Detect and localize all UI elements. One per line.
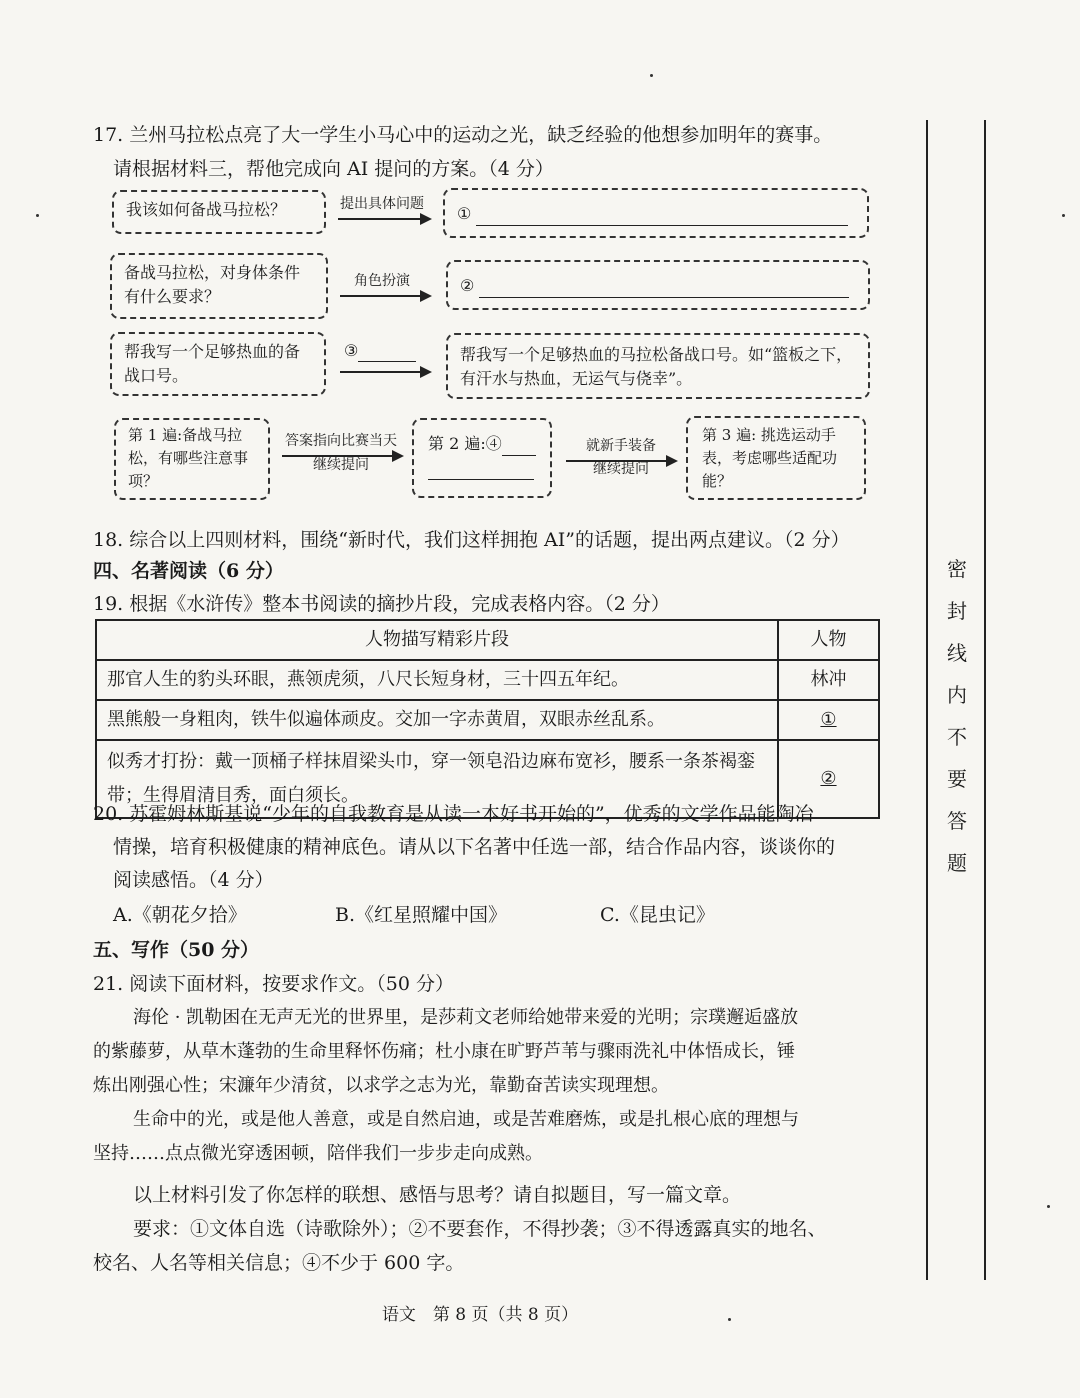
q20-option-a: A.《朝花夕拾》 [113,904,247,926]
q17-row1-answer-box[interactable] [443,188,869,238]
q17-row2-answer-blank[interactable] [479,279,849,298]
q19-header-excerpt: 人物描写精彩片段 [96,620,778,660]
section5-heading: 五、写作（50 分） [93,939,260,961]
q17-row2-left-box [110,253,328,319]
q21-p1-line3: 炼出刚强心性；宋濂年少清贫，以求学之志为光，靠勤奋苦读实现理想。 [93,1075,669,1096]
seal-line-outer [984,120,986,1280]
q17-row3-blank[interactable] [358,343,416,362]
q17-row4-box2-blank-a[interactable] [502,437,536,456]
q17-row3-left-text: 帮我写一个足够热血的备战口号。 [124,342,301,385]
q19-row1-person: 林冲 [778,660,879,700]
scan-speck [36,214,39,217]
q20-option-b: B.《红星照耀中国》 [335,904,508,926]
q17-row1-left-box [112,190,326,234]
q17-row2-answer-marker: ② [460,276,475,295]
q17-row3-left-box [110,332,326,396]
q20-line2: 情操，培育积极健康的精神底色。请从以下名著中任选一部，结合作品内容，谈谈你的 [113,836,836,858]
q17-row4-arrow2-bottom: 继续提问 [593,461,649,477]
q17-row4-arrow1-top: 答案指向比赛当天 [285,433,397,449]
q17-row2-arrow-label: 角色扮演 [354,273,410,289]
scan-speck [1047,1205,1050,1208]
q21-req-line1: 要求：①文体自选（诗歌除外）；②不要套作，不得抄袭；③不得透露真实的地名、 [133,1218,827,1240]
q17-row4-box1-text: 第 1 遍:备战马拉松，有哪些注意事项？ [128,426,249,490]
seal-line-inner [926,120,928,1280]
q20-option-c: C.《昆虫记》 [600,904,715,926]
q17-row3-marker: ③ [344,341,359,360]
scan-speck [650,74,653,77]
q17-row4-arrow2-top: 就新手装备 [586,438,656,454]
q19-table-header [96,620,879,660]
q21-p2-line1: 生命中的光，或是他人善意，或是自然启迪，或是苦难磨炼，或是扎根心底的理想与 [133,1109,799,1130]
q17-row3-arrow [340,371,430,373]
q21-title: 21. 阅读下面材料，按要求作文。（50 分） [93,973,454,995]
q21-p1-line2: 的紫藤萝，从草木蓬勃的生命里释怀伤痛；杜小康在旷野芦苇与骤雨洗礼中体悟成长，锤 [93,1041,795,1062]
q17-row4-box2-text: 第 2 遍:④ [428,434,502,453]
q17-line2: 请根据材料三，帮他完成向 AI 提问的方案。（4 分） [113,158,554,180]
table-row [96,700,879,740]
q19-title: 19. 根据《水浒传》整本书阅读的摘抄片段，完成表格内容。（2 分） [93,593,670,615]
q17-row4-box2[interactable] [412,418,552,498]
q17-row2-left-text: 备战马拉松，对身体条件有什么要求？ [124,263,301,306]
q17-row1-answer-blank[interactable] [476,207,848,226]
q17-row2-arrow [340,295,430,297]
q17-row4-box3-text: 第 3 遍: 挑选运动手表，考虑哪些适配功能？ [702,426,838,490]
q17-row4-box1 [114,418,270,500]
scan-speck [728,1318,731,1321]
q17-row3-right-text: 帮我写一个足够热血的马拉松备战口号。如“篮板之下，有汗水与热血，无运气与侥幸”。 [460,345,853,388]
q20-line3: 阅读感悟。（4 分） [113,869,274,891]
q21-p2-line2: 坚持……点点微光穿透困顿，陪伴我们一步步走向成熟。 [93,1143,543,1164]
q19-table [95,619,880,819]
q19-row2-person-blank[interactable]: ① [778,700,879,740]
table-row [96,660,879,700]
q19-row3-text: 似秀才打扮：戴一顶桶子样抹眉梁头巾，穿一领皂沿边麻布宽衫，腰系一条茶褐銮带；生得眉清目秀，面白须长。 [96,740,778,818]
q18-text: 18. 综合以上四则材料，围绕“新时代，我们这样拥抱 AI”的话题，提出两点建议。（2 分） [93,529,850,551]
scan-speck [1062,214,1065,217]
q19-row3-person-blank[interactable]: ② [778,740,879,818]
q17-row1-answer-marker: ① [457,204,472,223]
q17-row4-box2-blank-b[interactable] [428,461,534,480]
q17-row2-answer-box[interactable] [446,260,870,310]
q17-row1-left-text: 我该如何备战马拉松？ [126,200,287,219]
q21-req-line2: 校名、人名等相关信息；④不少于 600 字。 [93,1252,465,1274]
q20-line1: 20. 苏霍姆林斯基说“少年的自我教育是从读一本好书开始的”，优秀的文学作品能陶冶 [93,803,814,825]
q19-row1-text: 那官人生的豹头环眼，燕领虎须，八尺长短身材，三十四五年纪。 [96,660,778,700]
q19-row2-text: 黑熊般一身粗肉，铁牛似遍体顽皮。交加一字赤黄眉，双眼赤丝乱系。 [96,700,778,740]
q21-p1-line1: 海伦 · 凯勒困在无声无光的世界里，是莎莉文老师给她带来爱的光明；宗璞邂逅盛放 [133,1007,799,1028]
q17-line1: 17. 兰州马拉松点亮了大一学生小马心中的运动之光，缺乏经验的他想参加明年的赛事。 [93,124,833,146]
q17-row3-arrow-label[interactable] [344,340,416,362]
q17-row1-arrow-label: 提出具体问题 [340,196,424,212]
q21-p3: 以上材料引发了你怎样的联想、感悟与思考？请自拟题目，写一篇文章。 [133,1184,742,1206]
q17-row4-box3 [686,416,866,500]
page-footer: 语文 第 8 页（共 8 页） [381,1305,579,1325]
q17-row4-arrow1-bottom: 继续提问 [313,457,369,473]
q17-row3-right-box [446,333,870,399]
seal-text: 密封线内不要答题 [947,557,967,875]
q19-header-person: 人物 [778,620,879,660]
q17-row1-arrow [338,218,430,220]
section4-heading: 四、名著阅读（6 分） [93,560,284,582]
